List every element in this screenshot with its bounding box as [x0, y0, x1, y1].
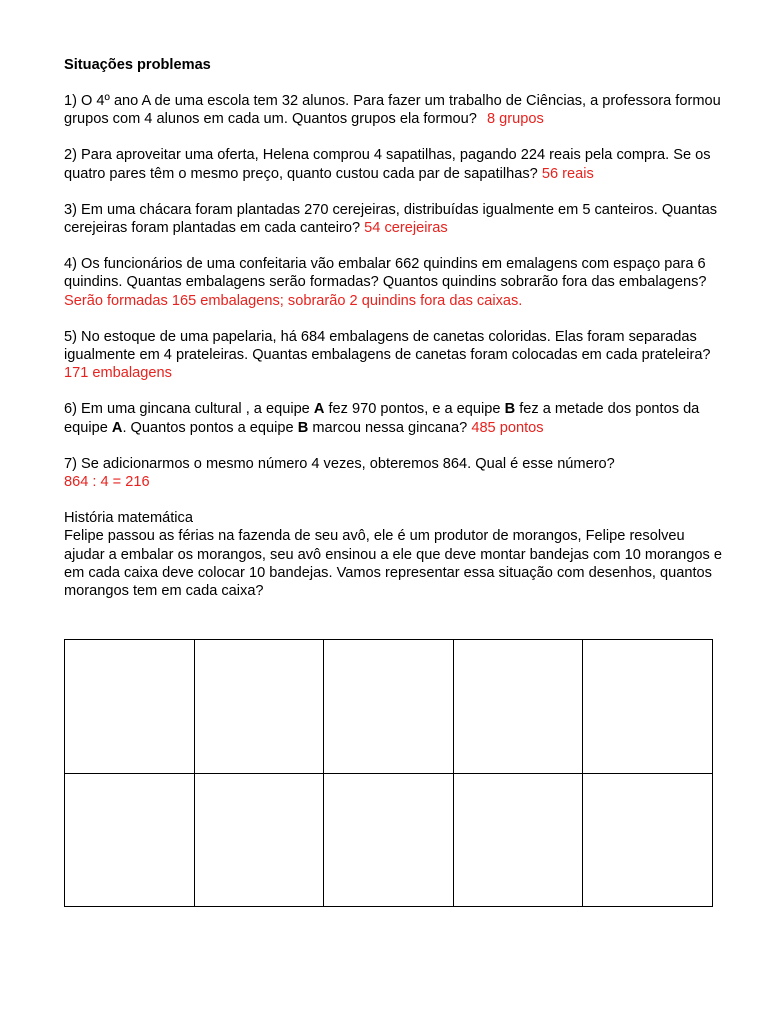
story-text: Felipe passou as férias na fazenda de seu avô, ele é um produtor de morangos, Felipe resolveu ajudar a embalar os morangos, seu avô ensinou a ele que deve montar bandejas com 10 morangos e em cada caixa deve colocar 10 bandejas. Vamos representar essa situação com desenhos, quantos morangos tem em cada caixa? [64, 528, 722, 600]
grid-row [65, 640, 713, 774]
problem-2 [64, 146, 724, 182]
grid-cell [194, 640, 324, 774]
problem-6-text-part1: 6) Em uma gincana cultural , a equipe [64, 401, 310, 418]
grid-cell [194, 773, 324, 907]
grid-cell [583, 640, 713, 774]
problem-4-answer: Serão formadas 165 embalagens; sobrarão 2 quindins fora das caixas. [64, 292, 523, 309]
problem-7-answer: 864 : 4 = 216 [64, 474, 150, 491]
problem-2-answer: 56 reais [541, 165, 594, 182]
grid-cell [453, 773, 583, 907]
grid-row [65, 773, 713, 907]
grid-cell [453, 640, 583, 774]
drawing-grid [64, 639, 713, 907]
problem-5-text: 5) No estoque de uma papelaria, há 684 embalagens de canetas coloridas. Elas foram separadas igualmente em 4 prateleiras. Quantas embalagens de canetas foram colocadas em cada prateleira? [64, 328, 711, 364]
team-b-label: B [504, 401, 516, 418]
problem-4 [64, 255, 724, 310]
grid-cell [324, 773, 454, 907]
problem-7 [64, 455, 724, 491]
problem-1-text: 1) O 4º ano A de uma escola tem 32 alunos. Para fazer um trabalho de Ciências, a professora formou grupos com 4 alunos em cada um. Quantos grupos ela formou? [64, 93, 721, 128]
problem-6-text-part2: fez 970 pontos, e a equipe [328, 401, 501, 418]
problem-6-text-part5: marcou nessa gincana? [312, 419, 468, 436]
problem-6-text-part4: . Quantos pontos a equipe [122, 419, 294, 436]
problem-1-answer: 8 grupos [486, 111, 544, 128]
problem-7-text: 7) Se adicionarmos o mesmo número 4 vezes, obteremos 864. Qual é esse número? [64, 455, 615, 472]
problem-5-answer: 171 embalagens [64, 365, 172, 382]
problem-6-text-part3: fez a metade dos pontos da equipe [64, 401, 700, 436]
problem-1 [64, 92, 724, 128]
problem-5 [64, 328, 724, 383]
team-a-label: A [313, 401, 325, 418]
grid-cell [65, 640, 195, 774]
problem-3 [64, 201, 724, 237]
worksheet-title: Situações problemas [64, 57, 211, 73]
story-title: História matemática [64, 510, 193, 527]
problem-3-answer: 54 cerejeiras [364, 220, 448, 237]
team-a-label-2: A [111, 419, 123, 436]
problem-3-text: 3) Em uma chácara foram plantadas 270 cerejeiras, distribuídas igualmente em 5 canteiros. Quantas cerejeiras foram plantadas em cada canteiro? [64, 201, 717, 237]
problem-2-text: 2) Para aproveitar uma oferta, Helena comprou 4 sapatilhas, pagando 224 reais pela compra. Se os quatro pares têm o mesmo preço, quanto custou cada par de sapatilhas? [64, 147, 711, 182]
problem-4-text: 4) Os funcionários de uma confeitaria vão embalar 662 quindins em emalagens com espaço para 6 quindins. Quantas embalagens serão formadas? Quantos quindins sobrarão fora das embalagens? [64, 256, 707, 291]
problem-6-answer: 485 pontos [471, 419, 544, 436]
problem-6 [64, 400, 724, 436]
grid-cell [583, 773, 713, 907]
grid-cell [65, 773, 195, 907]
worksheet [64, 56, 724, 600]
grid-cell [324, 640, 454, 774]
team-b-label-2: B [297, 419, 309, 436]
